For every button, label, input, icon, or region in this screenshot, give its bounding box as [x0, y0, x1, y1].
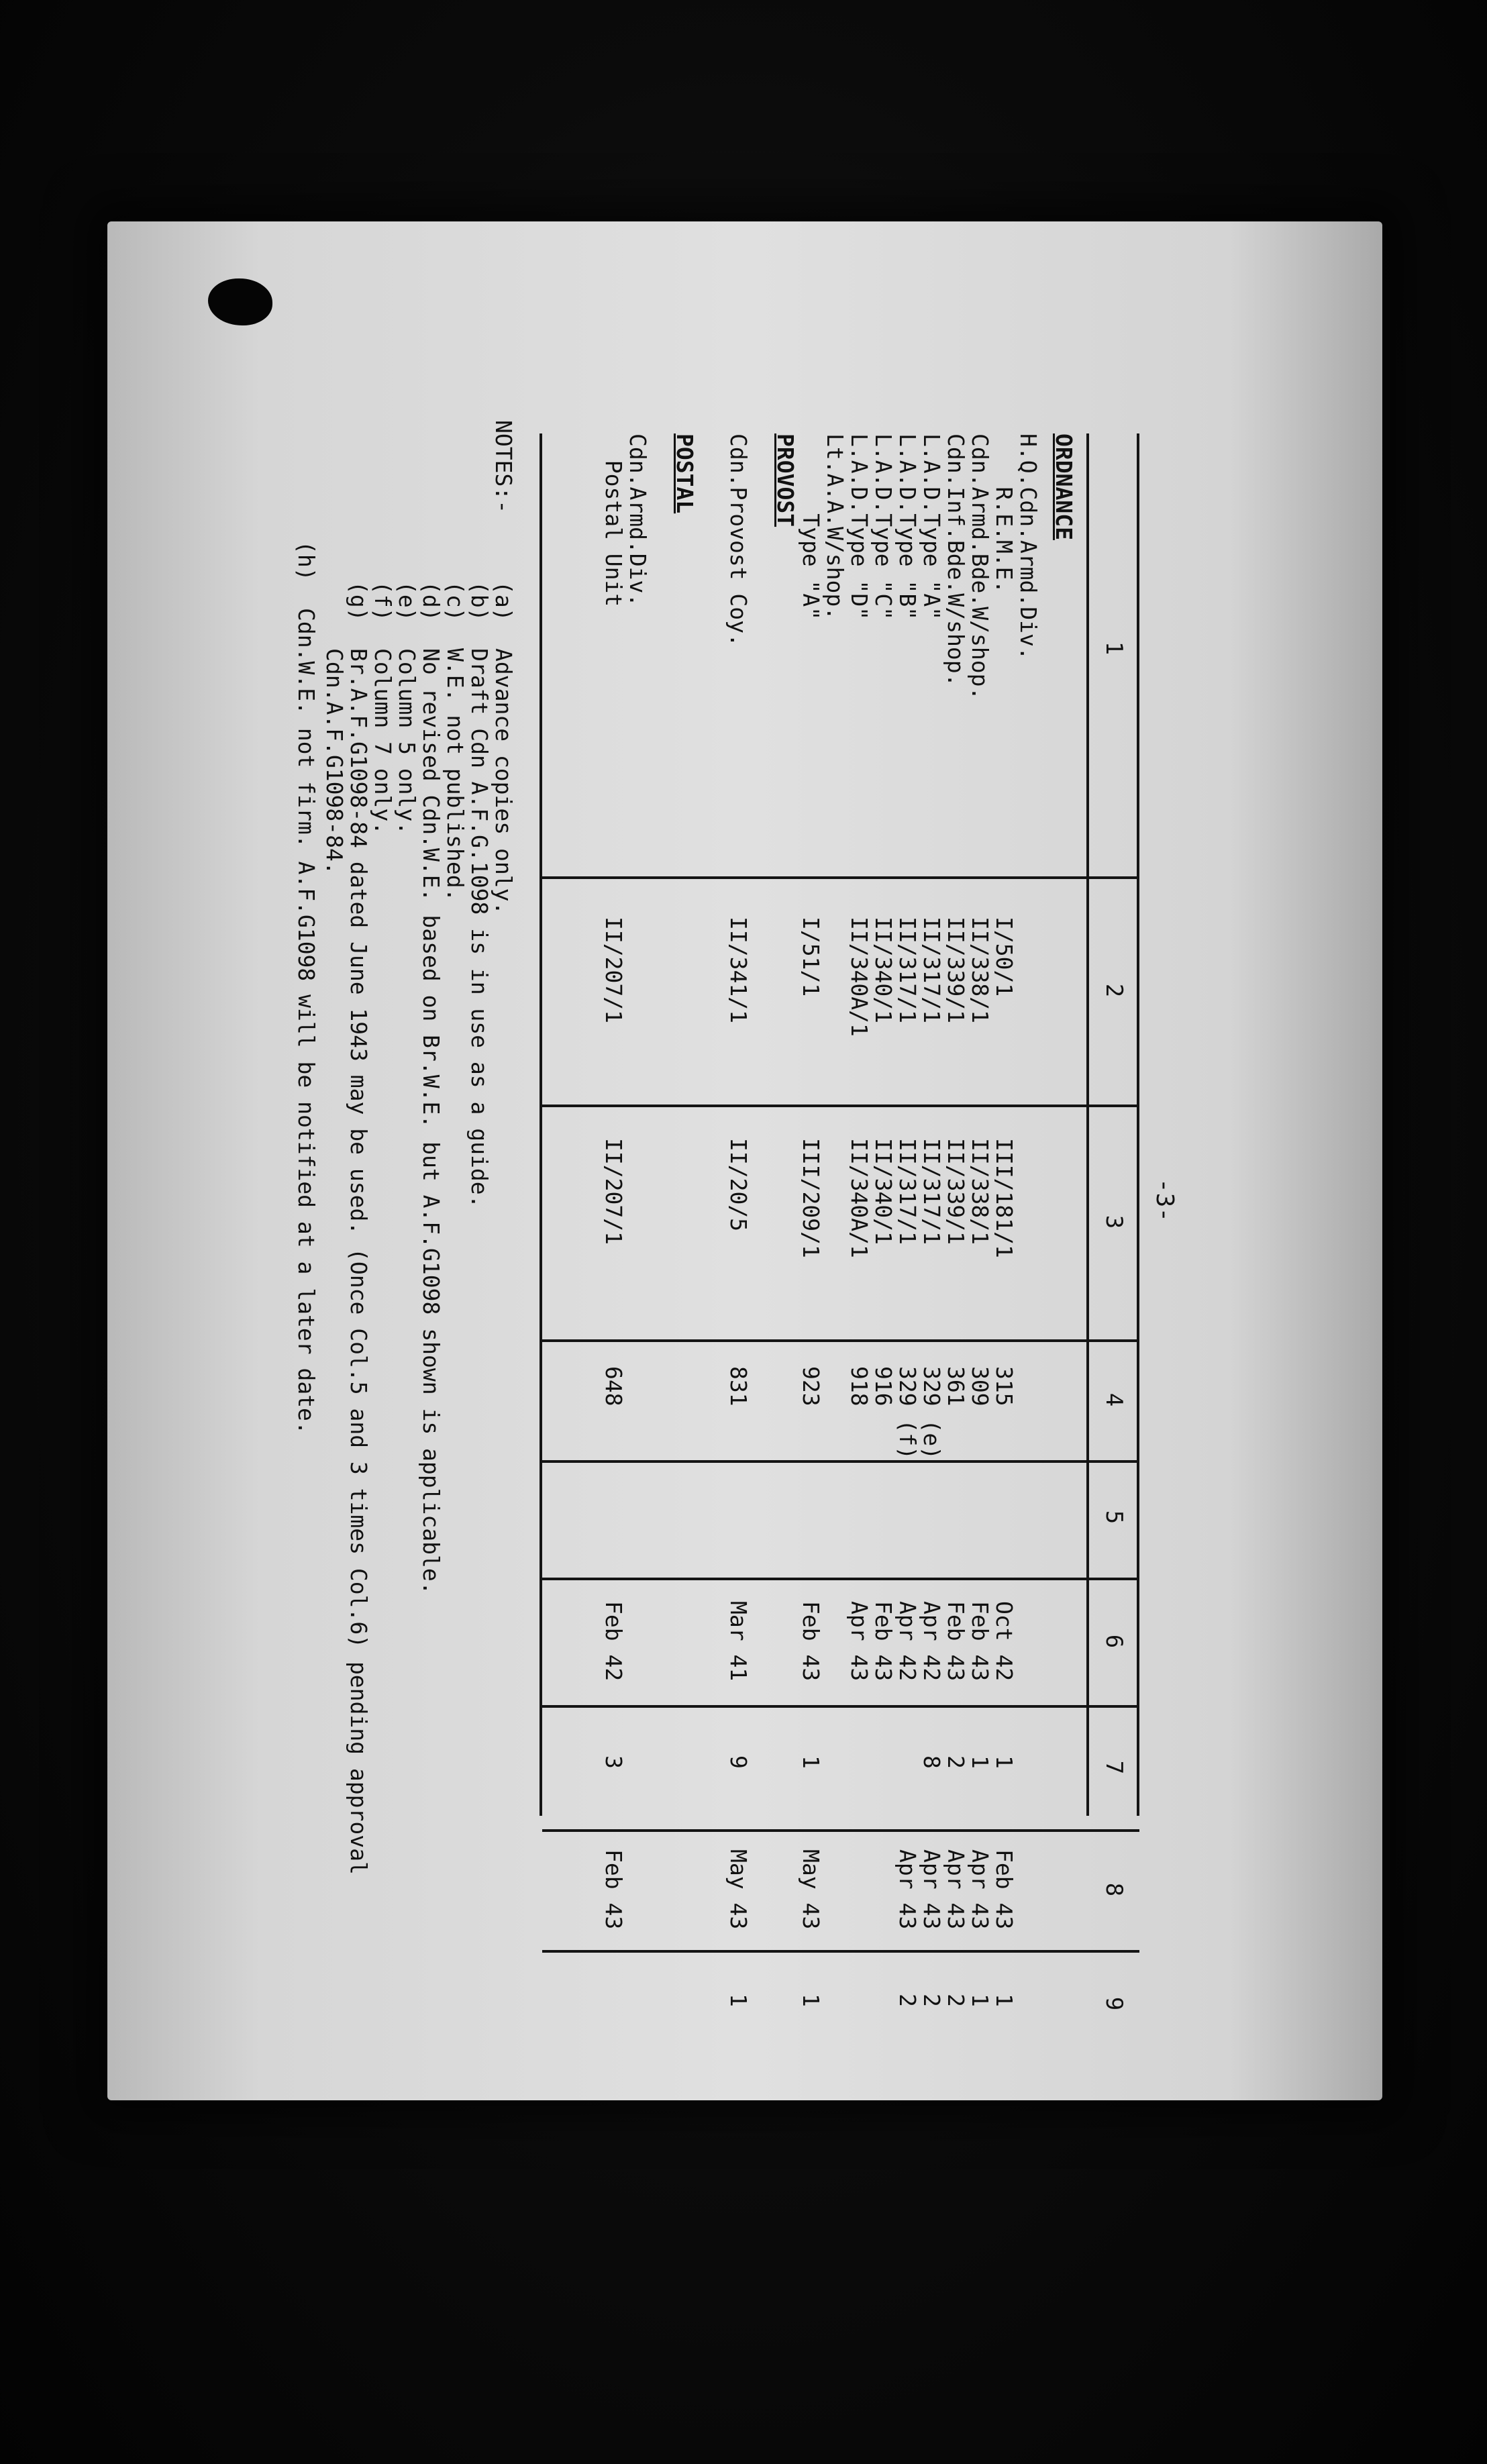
ordnance-row-1-unit: Cdn.Armd.Bde.W/shop.: [967, 433, 993, 701]
ordnance-row-3-col6: Apr 42: [919, 1601, 945, 1682]
note-b-mark: (b): [466, 581, 493, 621]
note-e-text: Column 5 only.: [394, 648, 420, 835]
postal-row-0-col3: II/207/1: [601, 1138, 627, 1245]
ordnance-row-3-unit: L.A.D.Type "A": [919, 433, 945, 621]
ordnance-row-5-col3: II/340/1: [870, 1138, 896, 1245]
col-header-5: 5: [1100, 1510, 1127, 1525]
provost-row-0-col7: 9: [725, 1755, 752, 1769]
ordnance-row-1-col8: Apr 43: [967, 1849, 993, 1930]
ordnance-row-4-col2: II/317/1: [894, 917, 921, 1023]
ordnance-row-3-col9: 2: [919, 1994, 945, 2007]
note-e-mark: (e): [394, 581, 420, 621]
ordnance-row-1-col9: 1: [967, 1994, 993, 2007]
ordnance-row-4-col4: 329 (f): [894, 1366, 921, 1460]
col-rule-6: [542, 1705, 1139, 1708]
note-f-text: Column 7 only.: [370, 648, 396, 835]
col-rule-2: [542, 1105, 1139, 1107]
provost-row-0-unit: Cdn.Provost Coy.: [725, 433, 752, 647]
ordnance-row-2-col2: II/339/1: [943, 917, 969, 1023]
ordnance-row-7-col3: III/209/1: [798, 1138, 824, 1258]
punch-hole: [208, 278, 272, 325]
postal-row-0-col8: Feb 43: [601, 1849, 627, 1930]
col-rule-8: [542, 1950, 1139, 1953]
ordnance-row-2-col8: Apr 43: [943, 1849, 969, 1930]
notes-label: NOTES:-: [491, 420, 517, 514]
ordnance-row-6-col4: 918: [846, 1366, 872, 1406]
col-header-4: 4: [1100, 1392, 1127, 1407]
note-a-mark: (a): [491, 581, 517, 621]
ordnance-row-2-col4: 361: [943, 1366, 969, 1406]
ordnance-row-2-unit: Cdn.Inf.Bde.W/shop.: [943, 433, 969, 687]
ordnance-row-3-col3: II/317/1: [919, 1138, 945, 1245]
ordnance-row-7-unit: Lt.A.A.W/shop. Type "A": [798, 433, 848, 621]
ordnance-row-6-unit: L.A.D.Type "D": [846, 433, 872, 621]
ordnance-row-2-col3: II/339/1: [943, 1138, 969, 1245]
col-rule-4: [542, 1460, 1139, 1463]
note-a-text: Advance copies only.: [491, 648, 517, 915]
provost-row-0-col9: 1: [725, 1994, 752, 2007]
table-top-rule: [1137, 433, 1139, 1816]
ordnance-row-2-col6: Feb 43: [943, 1601, 969, 1682]
note-h-text: Cdn.W.E. not firm. A.F.G1098 will be notified at a later date.: [293, 608, 319, 1435]
provost-row-0-col8: May 43: [725, 1849, 752, 1930]
note-g-text: Br.A.F.G1098-84 dated June 1943 may be used. (Once Col.5 and 3 times Col.6) pending approval: [346, 648, 372, 1875]
postal-row-0-col2: II/207/1: [601, 917, 627, 1023]
ordnance-row-1-col2: II/338/1: [967, 917, 993, 1023]
ordnance-row-1-col7: 1: [967, 1755, 993, 1769]
ordnance-row-2-col9: 2: [943, 1994, 969, 2007]
ordnance-row-1-col3: II/338/1: [967, 1138, 993, 1245]
table-bottom-rule: [540, 433, 542, 1816]
ordnance-row-6-col3: II/340A/1: [846, 1138, 872, 1258]
provost-row-0-col4: 831: [725, 1366, 752, 1406]
provost-row-0-col2: II/341/1: [725, 917, 752, 1023]
col-header-1: 1: [1100, 641, 1127, 656]
col-header-2: 2: [1100, 983, 1127, 998]
note-h-mark: (h): [293, 541, 319, 581]
ordnance-row-4-col3: II/317/1: [894, 1138, 921, 1245]
note-g-continuation: Cdn.A.F.G1098-84.: [321, 648, 348, 875]
ordnance-row-3-col8: Apr 43: [919, 1849, 945, 1930]
rotated-document: [274, 407, 1213, 2057]
note-d-mark: (d): [418, 581, 444, 621]
ordnance-row-3-col4: 329 (e): [919, 1366, 945, 1460]
section-ordnance: ORDNANCE: [1051, 433, 1077, 540]
ordnance-row-7-col2: I/51/1: [798, 917, 824, 997]
ordnance-row-0-unit: H.Q.Cdn.Armd.Div. R.E.M.E.: [991, 433, 1041, 660]
ordnance-row-7-col9: 1: [798, 1994, 824, 2007]
ordnance-row-0-col6: Oct 42: [991, 1601, 1017, 1682]
col-rule-7: [542, 1829, 1139, 1832]
col-header-9: 9: [1100, 1996, 1127, 2011]
ordnance-row-4-unit: L.A.D.Type "B": [894, 433, 921, 621]
col-header-3: 3: [1100, 1215, 1127, 1229]
ordnance-row-7-col6: Feb 43: [798, 1601, 824, 1682]
ordnance-row-4-col9: 2: [894, 1994, 921, 2007]
header-rule: [1086, 433, 1089, 1816]
ordnance-row-4-col8: Apr 43: [894, 1849, 921, 1930]
ordnance-row-1-col4: 309: [967, 1366, 993, 1406]
ordnance-row-0-col9: 1: [991, 1994, 1017, 2007]
postal-row-0-unit: Cdn.Armd.Div. Postal Unit: [601, 433, 651, 607]
col-header-6: 6: [1100, 1634, 1127, 1649]
note-b-text: Draft Cdn A.F.G.1098 is in use as a guide.: [466, 648, 493, 1209]
ordnance-row-6-col6: Apr 43: [846, 1601, 872, 1682]
note-g-mark: (g): [346, 581, 372, 621]
ordnance-row-0-col3: III/181/1: [991, 1138, 1017, 1258]
ordnance-row-0-col7: 1: [991, 1755, 1017, 1769]
section-postal: POSTAL: [672, 433, 698, 514]
provost-row-0-col6: Mar 41: [725, 1601, 752, 1682]
section-provost: PROVOST: [772, 433, 799, 527]
ordnance-row-2-col7: 2: [943, 1755, 969, 1769]
ordnance-row-6-col2: II/340A/1: [846, 917, 872, 1037]
col-header-7: 7: [1100, 1760, 1127, 1775]
ordnance-row-3-col2: II/317/1: [919, 917, 945, 1023]
col-rule-3: [542, 1339, 1139, 1342]
ordnance-row-3-col7: 8: [919, 1755, 945, 1769]
note-c-mark: (c): [442, 581, 468, 621]
ordnance-row-5-col6: Feb 43: [870, 1601, 896, 1682]
ordnance-row-5-col4: 916: [870, 1366, 896, 1406]
note-c-text: W.E. not published.: [442, 648, 468, 902]
col-rule-1: [542, 876, 1139, 879]
postal-row-0-col7: 3: [601, 1755, 627, 1769]
postal-row-0-col4: 648: [601, 1366, 627, 1406]
note-f-mark: (f): [370, 581, 396, 621]
ordnance-row-5-col2: II/340/1: [870, 917, 896, 1023]
ordnance-row-7-col4: 923: [798, 1366, 824, 1406]
ordnance-row-0-col2: I/50/1: [991, 917, 1017, 997]
col-header-8: 8: [1100, 1882, 1127, 1897]
provost-row-0-col3: II/20/5: [725, 1138, 752, 1232]
ordnance-row-0-col4: 315: [991, 1366, 1017, 1406]
ordnance-row-4-col6: Apr 42: [894, 1601, 921, 1682]
note-d-text: No revised Cdn.W.E. based on Br.W.E. but A.F.G1098 shown is applicable.: [418, 648, 444, 1595]
ordnance-row-1-col6: Feb 43: [967, 1601, 993, 1682]
postal-row-0-col6: Feb 42: [601, 1601, 627, 1682]
ordnance-row-0-col8: Feb 43: [991, 1849, 1017, 1930]
ordnance-row-7-col7: 1: [798, 1755, 824, 1769]
ordnance-row-7-col8: May 43: [798, 1849, 824, 1930]
page-number: -3-: [1151, 1178, 1178, 1223]
col-rule-5: [542, 1578, 1139, 1580]
ordnance-row-5-unit: L.A.D.Type "C": [870, 433, 896, 621]
